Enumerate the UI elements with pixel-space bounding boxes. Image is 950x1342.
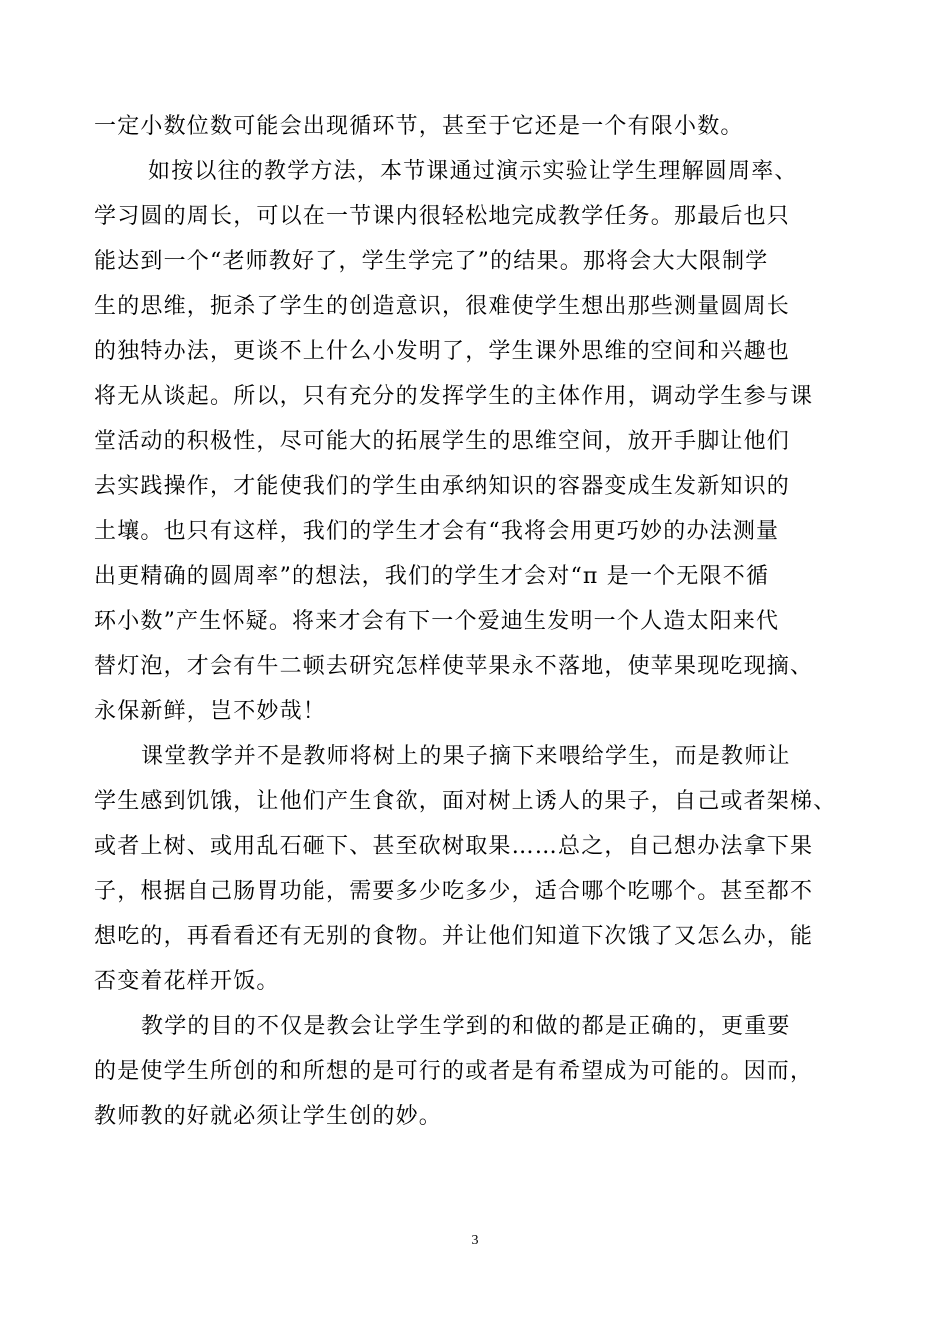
document-body — [94, 104, 862, 1139]
paragraph-teaching-goal: 教学的目的不仅是教会让学生学到的和做的都是正确的，更重要 的是使学生所创的和所想的是可行的或者是有希望成为可能的。因而， 教师教的好就必须让学生创的妙。 — [94, 1014, 814, 1129]
paragraph-classroom-teaching: 课堂教学并不是教师将树上的果子摘下来喂给学生，而是教师让 学生感到饥饿，让他们产生食欲，面对树上诱人的果子，自己或者架梯、 或者上树、或用乱石砸下、甚至砍树取果……总之，自己想办法拿下果 子，根据自己肠胃功能，需要多少吃多少，适合哪个吃哪个。甚至都不 想吃的，再看看还有无别的食物。并让他们知道下次饿了又怎么办，能 否变着花样开饭。 — [94, 744, 837, 994]
paragraph-teaching-method: 如按以往的教学方法，本节课通过演示实验让学生理解圆周率、 学习圆的周长，可以在一节课内很轻松地完成教学任务。那最后也只 能达到一个“老师教好了，学生学完了”的结果。那将会大大限制学 生的思维，扼杀了学生的创造意识，很难使学生想出那些测量圆周长 的独特办法，更谈不上什么小发明了，学生课外思维的空间和兴趣也 将无从谈起。所以，只有充分的发挥学生的主体作用，调动学生参与课 堂活动的积极性，尽可能大的拓展学生的思维空间，放开手脚让他们 去实践操作，才能使我们的学生由承纳知识的容器变成生发新知识的 土壤。也只有这样，我们的学生才会有“我将会用更巧妙的办法测量 出更精确的圆周率”的想法，我们的学生才会对“π 是一个无限不循 环小数”产生怀疑。将来才会有下一个爱迪生发明一个人造太阳来代 替灯泡，才会有牛二顿去研究怎样使苹果永不落地，使苹果现吃现摘、 永保新鲜，岂不妙哉！ — [94, 159, 814, 724]
page-number: 3 — [471, 1233, 479, 1248]
paragraph-continuation: 一定小数位数可能会出现循环节，甚至于它还是一个有限小数。 — [94, 114, 744, 139]
